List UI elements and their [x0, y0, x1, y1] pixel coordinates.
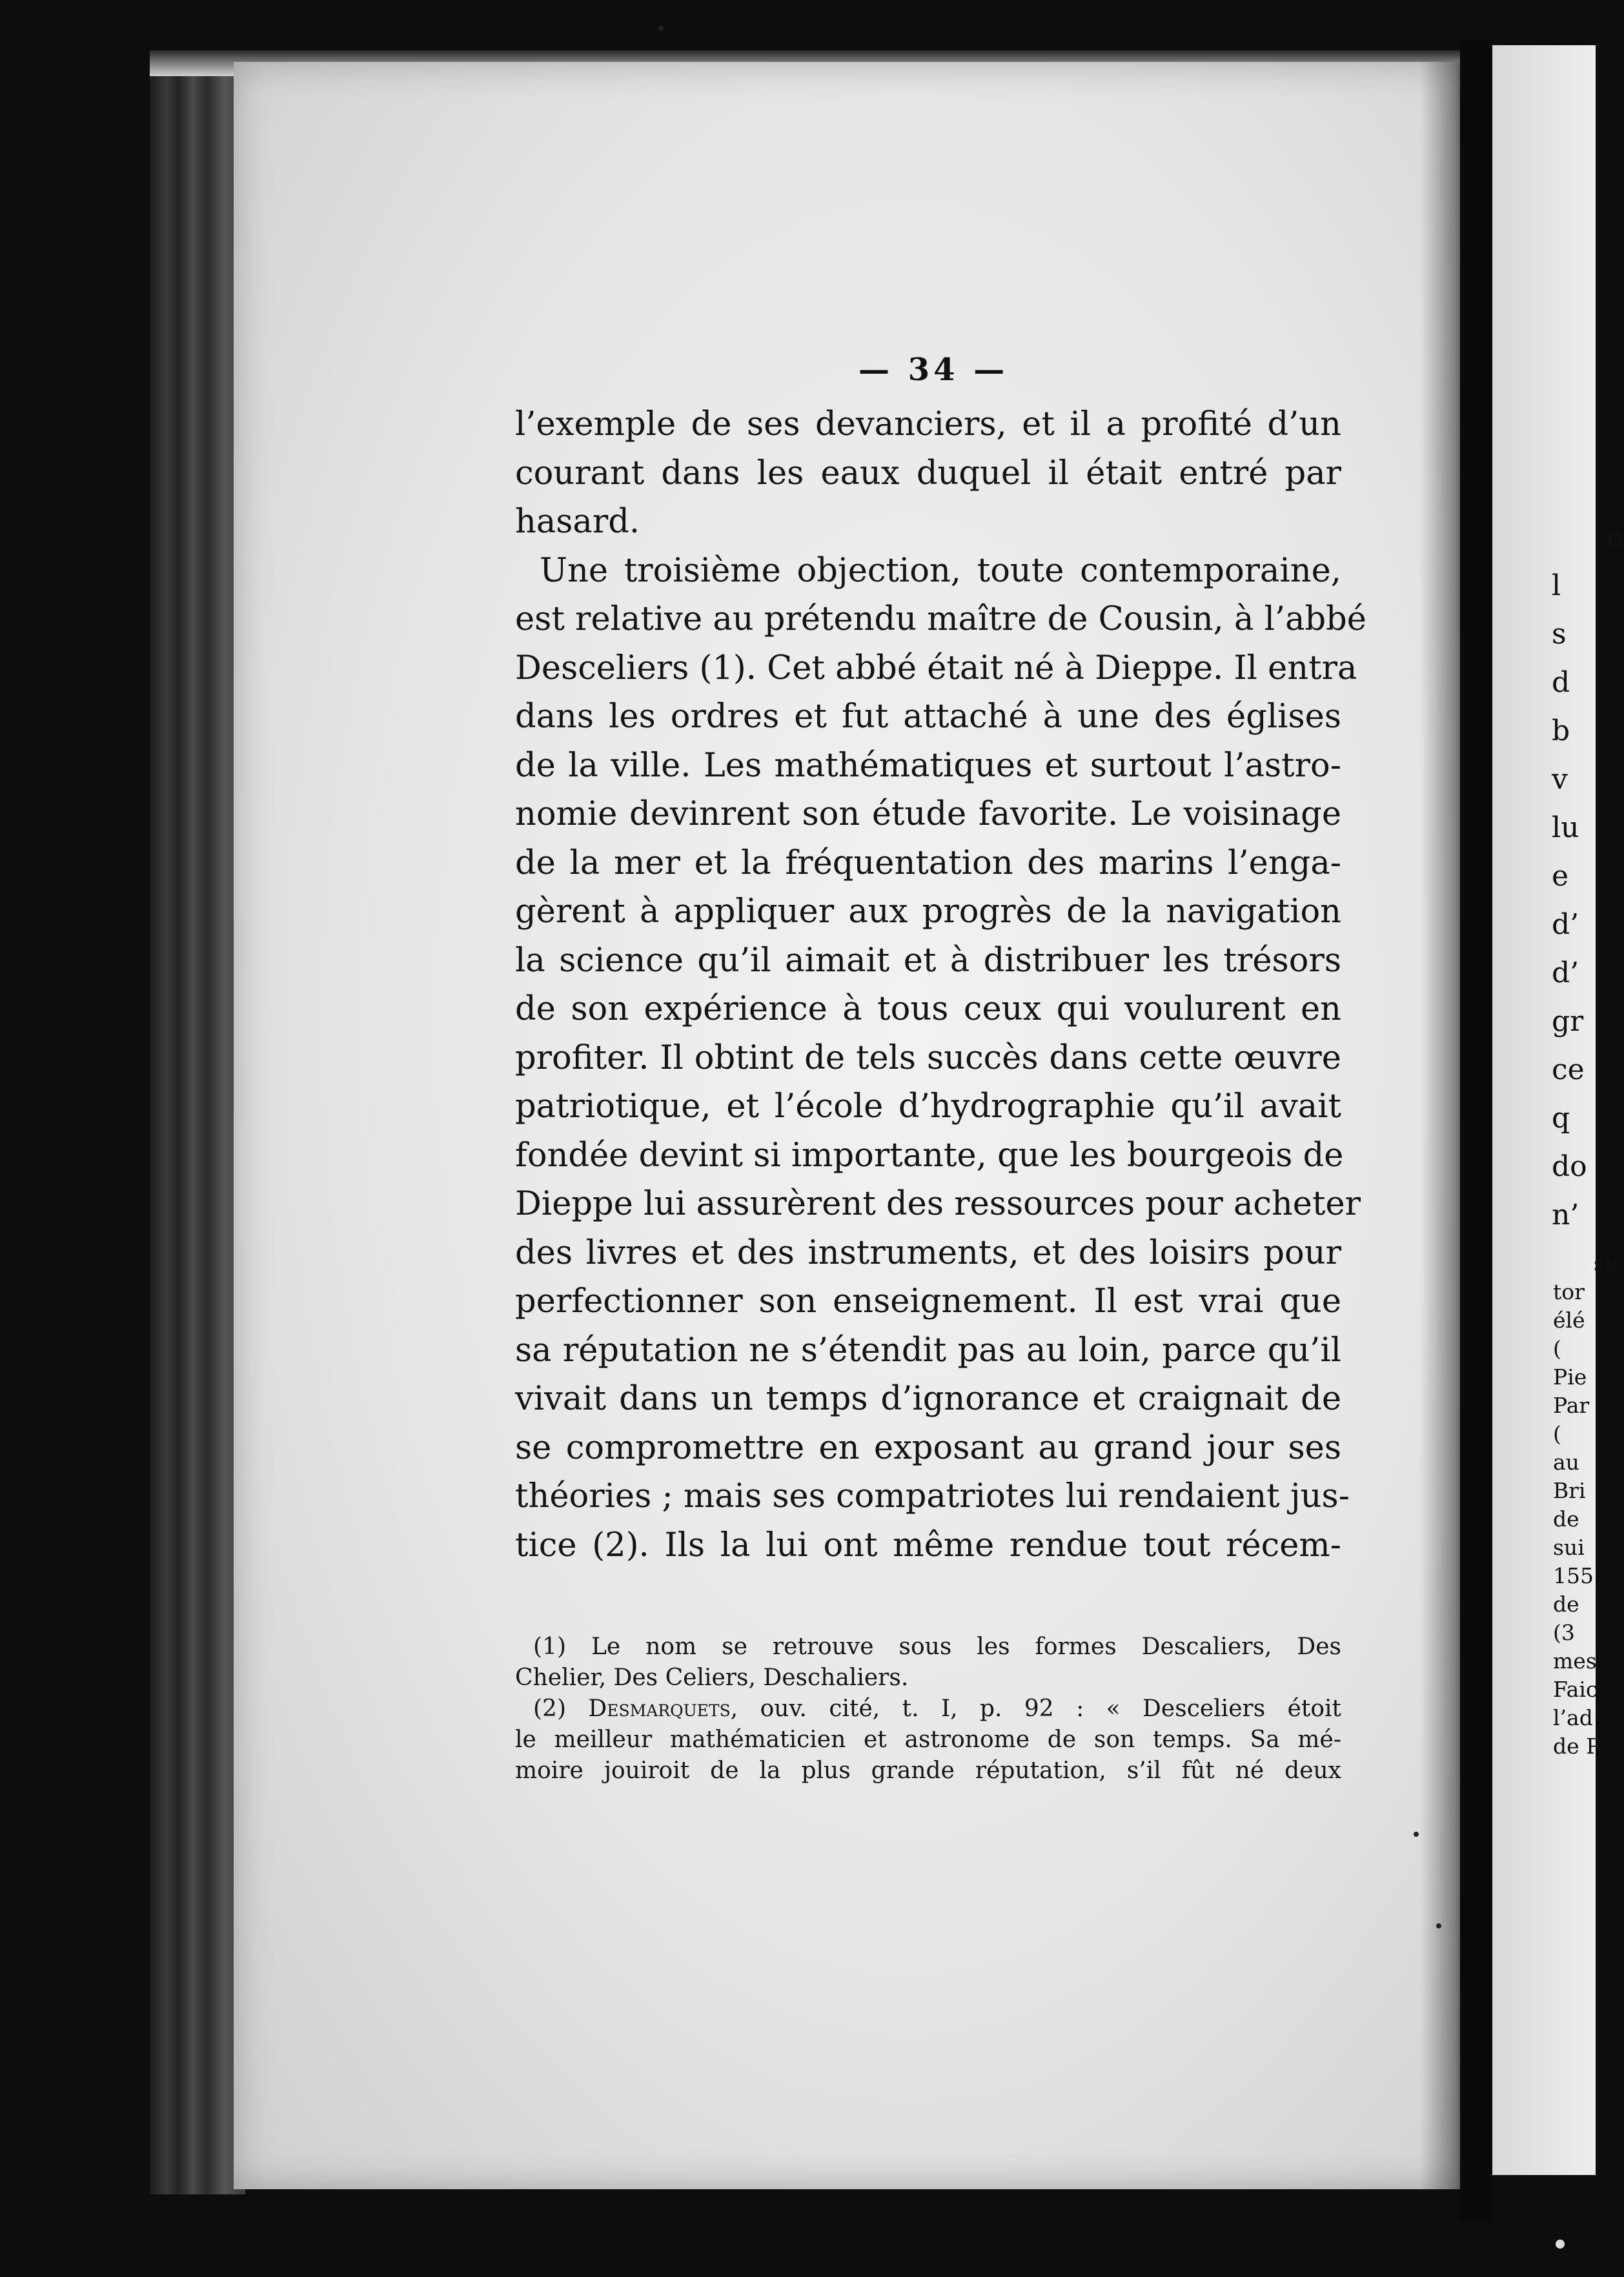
- text-line: Desceliers (1). Cet abbé était né à Dieppe. Il entra: [515, 649, 1357, 687]
- scan-speck: [1414, 1832, 1419, 1837]
- scan-speck: [658, 26, 664, 31]
- facing-fragment: lu: [1552, 811, 1579, 844]
- facing-note-fragment: (: [1553, 1336, 1561, 1361]
- text-line: profiter. Il obtint de tels succès dans cette œuvre: [515, 1038, 1341, 1077]
- text-line: l’exemple de ses devanciers, et il a profité d’un: [515, 405, 1341, 443]
- footnote-2-citation: , ouv. cité, t. I, p. 92 : « Desceliers étoit: [730, 1695, 1342, 1722]
- text-line: dans les ordres et fut attaché à une des églises: [515, 698, 1341, 736]
- facing-note-fragment: au: [1553, 1450, 1579, 1475]
- text-line: Dieppe lui assurèrent des ressources pour acheter: [515, 1185, 1361, 1223]
- facing-note-fragment: siè: [1593, 1251, 1624, 1276]
- book-gutter: [1460, 39, 1492, 2220]
- text-line: perfectionner son enseignement. Il est vrai que: [515, 1282, 1341, 1321]
- text-line: sa réputation ne s’étendit pas au loin, parce qu’il: [515, 1331, 1341, 1370]
- facing-fragment: d’: [1552, 908, 1579, 941]
- facing-note-fragment: l’ad: [1553, 1705, 1593, 1730]
- text-line: des livres et des instruments, et des loisirs pour: [515, 1233, 1341, 1272]
- text-line: de la mer et la fréquentation des marins l’enga-: [515, 844, 1341, 882]
- footnotes: [515, 1632, 1341, 1786]
- text-line: gèrent à appliquer aux progrès de la navigation: [515, 893, 1341, 931]
- text-line: est relative au prétendu maître de Cousin, à l’abbé: [515, 600, 1366, 638]
- facing-fragment: gr: [1552, 1005, 1584, 1038]
- facing-fragment: do: [1552, 1150, 1587, 1183]
- facing-note-fragment: Pie: [1553, 1364, 1587, 1390]
- facing-note-fragment: (: [1553, 1421, 1561, 1446]
- text-line: Une troisième objection, toute contemporaine,: [540, 551, 1341, 590]
- facing-note-fragment: Par: [1553, 1393, 1590, 1418]
- facing-fragment: n’: [1552, 1199, 1579, 1231]
- footnote-2-marker: (2): [533, 1695, 589, 1722]
- text-line: courant dans les eaux duquel il était entré par: [515, 454, 1341, 492]
- facing-page: [1492, 45, 1624, 2175]
- facing-note-fragment: de P: [1553, 1734, 1601, 1759]
- facing-note-fragment: 155: [1553, 1563, 1594, 1588]
- facing-fragment: q: [1552, 1102, 1570, 1135]
- footnote-1-line: (1) Le nom se retrouve sous les formes Descaliers, Des: [533, 1634, 1341, 1660]
- text-line: vivait dans un temps d’ignorance et craignait de: [515, 1380, 1341, 1418]
- facing-fragment: v: [1552, 763, 1568, 796]
- facing-note-fragment: tor: [1553, 1279, 1585, 1304]
- facing-page-body-fragments: [1552, 465, 1624, 1288]
- footnote-2-author: Desmarquets: [588, 1695, 731, 1722]
- facing-note-fragment: Bri: [1553, 1478, 1586, 1503]
- facing-fragment: ce: [1552, 1053, 1585, 1086]
- text-line: la science qu’il aimait et à distribuer les trésors: [515, 941, 1341, 980]
- footnote-1-line: Chelier, Des Celiers, Deschaliers.: [515, 1665, 909, 1691]
- text-line: théories ; mais ses compatriotes lui rendaient jus-: [515, 1477, 1350, 1515]
- scan-speck: [1436, 1923, 1441, 1928]
- facing-fragment: n: [1605, 521, 1624, 554]
- facing-fragment: l: [1552, 569, 1561, 602]
- footnote-2-line: le meilleur mathématicien et astronome de son temps. Sa mé-: [515, 1726, 1341, 1753]
- text-line: tice (2). Ils la lui ont même rendue tout récem-: [515, 1526, 1341, 1564]
- text-line: nomie devinrent son étude favorite. Le voisinage: [515, 795, 1341, 833]
- text-line: fondée devint si importante, que les bourgeois de: [515, 1136, 1344, 1175]
- facing-fragment: d’: [1552, 956, 1579, 989]
- facing-fragment: b: [1552, 714, 1570, 747]
- text-line: hasard.: [515, 503, 640, 541]
- book-page-edges: [150, 50, 245, 2194]
- body-text: [515, 400, 1366, 1570]
- footnote-2-line: [515, 1694, 1341, 1725]
- scan-speck: [1556, 2240, 1565, 2249]
- facing-page-note-fragments: [1553, 1221, 1624, 1789]
- text-line: se compromettre en exposant au grand jour ses: [515, 1428, 1341, 1467]
- text-line: patriotique, et l’école d’hydrographie qu’il avait: [515, 1088, 1341, 1126]
- facing-note-fragment: de: [1553, 1506, 1587, 1532]
- facing-note-fragment: mes: [1553, 1648, 1597, 1674]
- facing-note-fragment: de: [1553, 1592, 1587, 1617]
- facing-note-fragment: sui: [1553, 1535, 1585, 1560]
- text-line: de son expérience à tous ceux qui voulurent en: [515, 990, 1341, 1028]
- page-number: — 34 —: [858, 352, 1009, 388]
- text-line: de la ville. Les mathématiques et surtout l’astro-: [515, 746, 1341, 785]
- facing-fragment: e: [1552, 860, 1569, 893]
- facing-note-fragment: (3: [1553, 1620, 1575, 1645]
- facing-fragment: d: [1552, 666, 1570, 699]
- facing-fragment: s: [1552, 618, 1567, 651]
- footnote-2-line: moire jouiroit de la plus grande réputation, s’il fût né deux: [515, 1757, 1341, 1784]
- facing-note-fragment: Faic: [1553, 1677, 1598, 1702]
- facing-note-fragment: élé: [1553, 1308, 1585, 1333]
